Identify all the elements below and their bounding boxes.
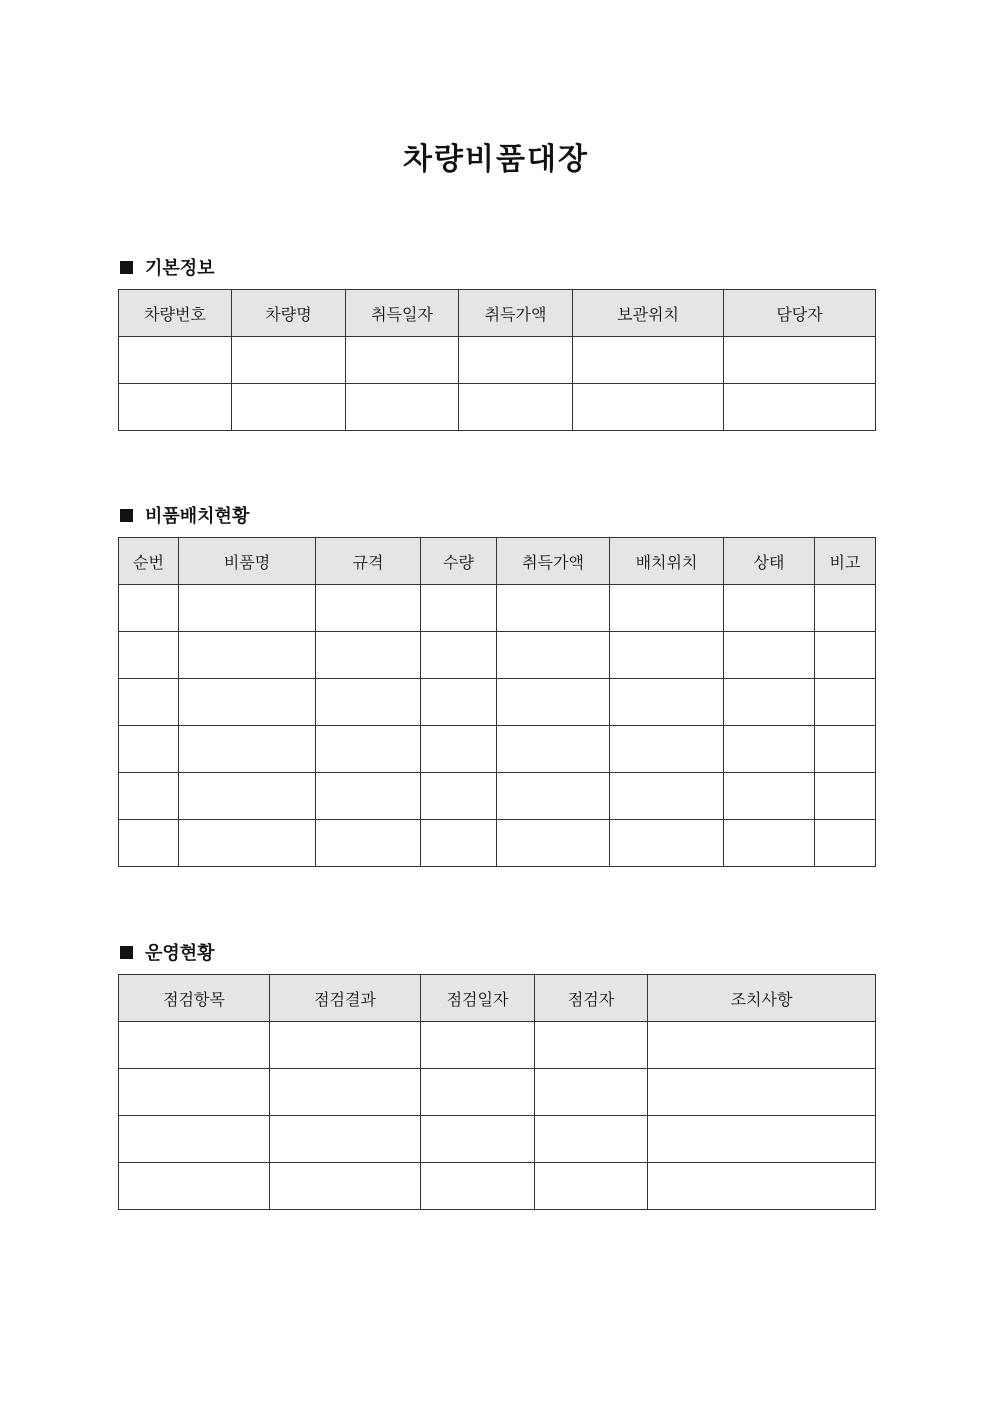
table-row xyxy=(119,726,876,773)
table-cell[interactable] xyxy=(573,337,724,384)
table-cell[interactable] xyxy=(119,726,179,773)
square-bullet-icon xyxy=(120,509,133,522)
column-header: 비품명 xyxy=(179,538,316,585)
table-cell[interactable] xyxy=(179,820,316,867)
column-header: 취득일자 xyxy=(346,290,459,337)
column-header: 취득가액 xyxy=(459,290,573,337)
column-header: 상태 xyxy=(724,538,815,585)
table-row xyxy=(119,1022,876,1069)
table-cell[interactable] xyxy=(421,820,497,867)
section-heading-label: 운영현황 xyxy=(145,943,215,964)
table-cell[interactable] xyxy=(119,679,179,726)
section-heading-equipment-placement xyxy=(120,502,249,528)
table-cell[interactable] xyxy=(497,679,610,726)
table-cell[interactable] xyxy=(815,632,876,679)
table-cell[interactable] xyxy=(421,679,497,726)
table-cell[interactable] xyxy=(270,1163,421,1210)
column-header: 배치위치 xyxy=(610,538,724,585)
table-cell[interactable] xyxy=(270,1069,421,1116)
table-cell[interactable] xyxy=(535,1069,648,1116)
section-heading-label: 기본정보 xyxy=(145,258,215,279)
table-cell[interactable] xyxy=(270,1116,421,1163)
table-cell[interactable] xyxy=(119,1163,270,1210)
table-cell[interactable] xyxy=(119,1022,270,1069)
operation-status-table xyxy=(118,974,876,1210)
table-cell[interactable] xyxy=(316,820,421,867)
table-cell[interactable] xyxy=(535,1116,648,1163)
table-cell[interactable] xyxy=(179,585,316,632)
column-header: 순번 xyxy=(119,538,179,585)
table-cell[interactable] xyxy=(316,632,421,679)
table-cell[interactable] xyxy=(724,632,815,679)
table-cell[interactable] xyxy=(610,679,724,726)
column-header: 점검자 xyxy=(535,975,648,1022)
table-cell[interactable] xyxy=(535,1022,648,1069)
column-header: 차량명 xyxy=(232,290,346,337)
table-header-row xyxy=(119,975,876,1022)
document-title: 차량비품대장 xyxy=(403,142,589,177)
table-cell[interactable] xyxy=(179,632,316,679)
table-cell[interactable] xyxy=(459,384,573,431)
table-cell[interactable] xyxy=(724,679,815,726)
table-cell[interactable] xyxy=(648,1116,876,1163)
table-cell[interactable] xyxy=(316,679,421,726)
table-cell[interactable] xyxy=(119,820,179,867)
table-cell[interactable] xyxy=(610,585,724,632)
column-header: 점검항목 xyxy=(119,975,270,1022)
column-header: 담당자 xyxy=(724,290,876,337)
table-cell[interactable] xyxy=(232,384,346,431)
column-header: 조치사항 xyxy=(648,975,876,1022)
table-cell[interactable] xyxy=(346,384,459,431)
table-row xyxy=(119,1116,876,1163)
table-cell[interactable] xyxy=(535,1163,648,1210)
table-cell[interactable] xyxy=(497,585,610,632)
table-cell[interactable] xyxy=(648,1022,876,1069)
equipment-placement-table xyxy=(118,537,876,867)
table-cell[interactable] xyxy=(421,1069,535,1116)
table-cell[interactable] xyxy=(119,632,179,679)
column-header: 취득가액 xyxy=(497,538,610,585)
column-header: 보관위치 xyxy=(573,290,724,337)
table-cell[interactable] xyxy=(610,726,724,773)
table-cell[interactable] xyxy=(232,337,346,384)
table-header-row xyxy=(119,290,876,337)
table-cell[interactable] xyxy=(119,773,179,820)
table-cell[interactable] xyxy=(119,1116,270,1163)
table-cell[interactable] xyxy=(610,632,724,679)
section-heading-operation-status xyxy=(120,939,215,965)
table-row xyxy=(119,820,876,867)
column-header: 점검일자 xyxy=(421,975,535,1022)
table-row xyxy=(119,1163,876,1210)
table-cell[interactable] xyxy=(610,773,724,820)
table-cell[interactable] xyxy=(815,585,876,632)
table-cell[interactable] xyxy=(179,726,316,773)
table-cell[interactable] xyxy=(119,585,179,632)
section-heading-label: 비품배치현황 xyxy=(145,506,250,527)
table-row xyxy=(119,1069,876,1116)
table-cell[interactable] xyxy=(724,726,815,773)
table-cell[interactable] xyxy=(497,632,610,679)
table-row xyxy=(119,679,876,726)
column-header: 규격 xyxy=(316,538,421,585)
column-header: 점검결과 xyxy=(270,975,421,1022)
table-cell[interactable] xyxy=(459,337,573,384)
table-row xyxy=(119,585,876,632)
table-cell[interactable] xyxy=(724,585,815,632)
table-cell[interactable] xyxy=(119,1069,270,1116)
table-cell[interactable] xyxy=(270,1022,421,1069)
table-row xyxy=(119,384,876,431)
table-cell[interactable] xyxy=(421,726,497,773)
table-cell[interactable] xyxy=(316,585,421,632)
table-cell[interactable] xyxy=(815,773,876,820)
table-cell[interactable] xyxy=(421,632,497,679)
table-cell[interactable] xyxy=(648,1069,876,1116)
table-cell[interactable] xyxy=(815,679,876,726)
table-cell[interactable] xyxy=(421,1022,535,1069)
table-cell[interactable] xyxy=(815,820,876,867)
table-cell[interactable] xyxy=(119,384,232,431)
table-cell[interactable] xyxy=(573,384,724,431)
table-cell[interactable] xyxy=(421,1116,535,1163)
table-cell[interactable] xyxy=(815,726,876,773)
table-cell[interactable] xyxy=(179,679,316,726)
column-header: 수량 xyxy=(421,538,497,585)
table-cell[interactable] xyxy=(497,773,610,820)
square-bullet-icon xyxy=(120,261,133,274)
table-cell[interactable] xyxy=(421,773,497,820)
column-header: 비고 xyxy=(815,538,876,585)
table-header-row xyxy=(119,538,876,585)
table-cell[interactable] xyxy=(179,773,316,820)
table-cell[interactable] xyxy=(119,337,232,384)
square-bullet-icon xyxy=(120,946,133,959)
table-cell[interactable] xyxy=(316,773,421,820)
table-cell[interactable] xyxy=(346,337,459,384)
table-cell[interactable] xyxy=(316,726,421,773)
basic-info-table xyxy=(118,289,876,431)
table-cell[interactable] xyxy=(724,773,815,820)
table-cell[interactable] xyxy=(497,820,610,867)
column-header: 차량번호 xyxy=(119,290,232,337)
table-cell[interactable] xyxy=(421,585,497,632)
table-cell[interactable] xyxy=(724,384,876,431)
table-cell[interactable] xyxy=(724,337,876,384)
table-row xyxy=(119,632,876,679)
table-cell[interactable] xyxy=(610,820,724,867)
table-cell[interactable] xyxy=(421,1163,535,1210)
table-row xyxy=(119,773,876,820)
table-cell[interactable] xyxy=(497,726,610,773)
table-row xyxy=(119,337,876,384)
table-cell[interactable] xyxy=(648,1163,876,1210)
table-cell[interactable] xyxy=(724,820,815,867)
section-heading-basic-info xyxy=(120,254,215,280)
